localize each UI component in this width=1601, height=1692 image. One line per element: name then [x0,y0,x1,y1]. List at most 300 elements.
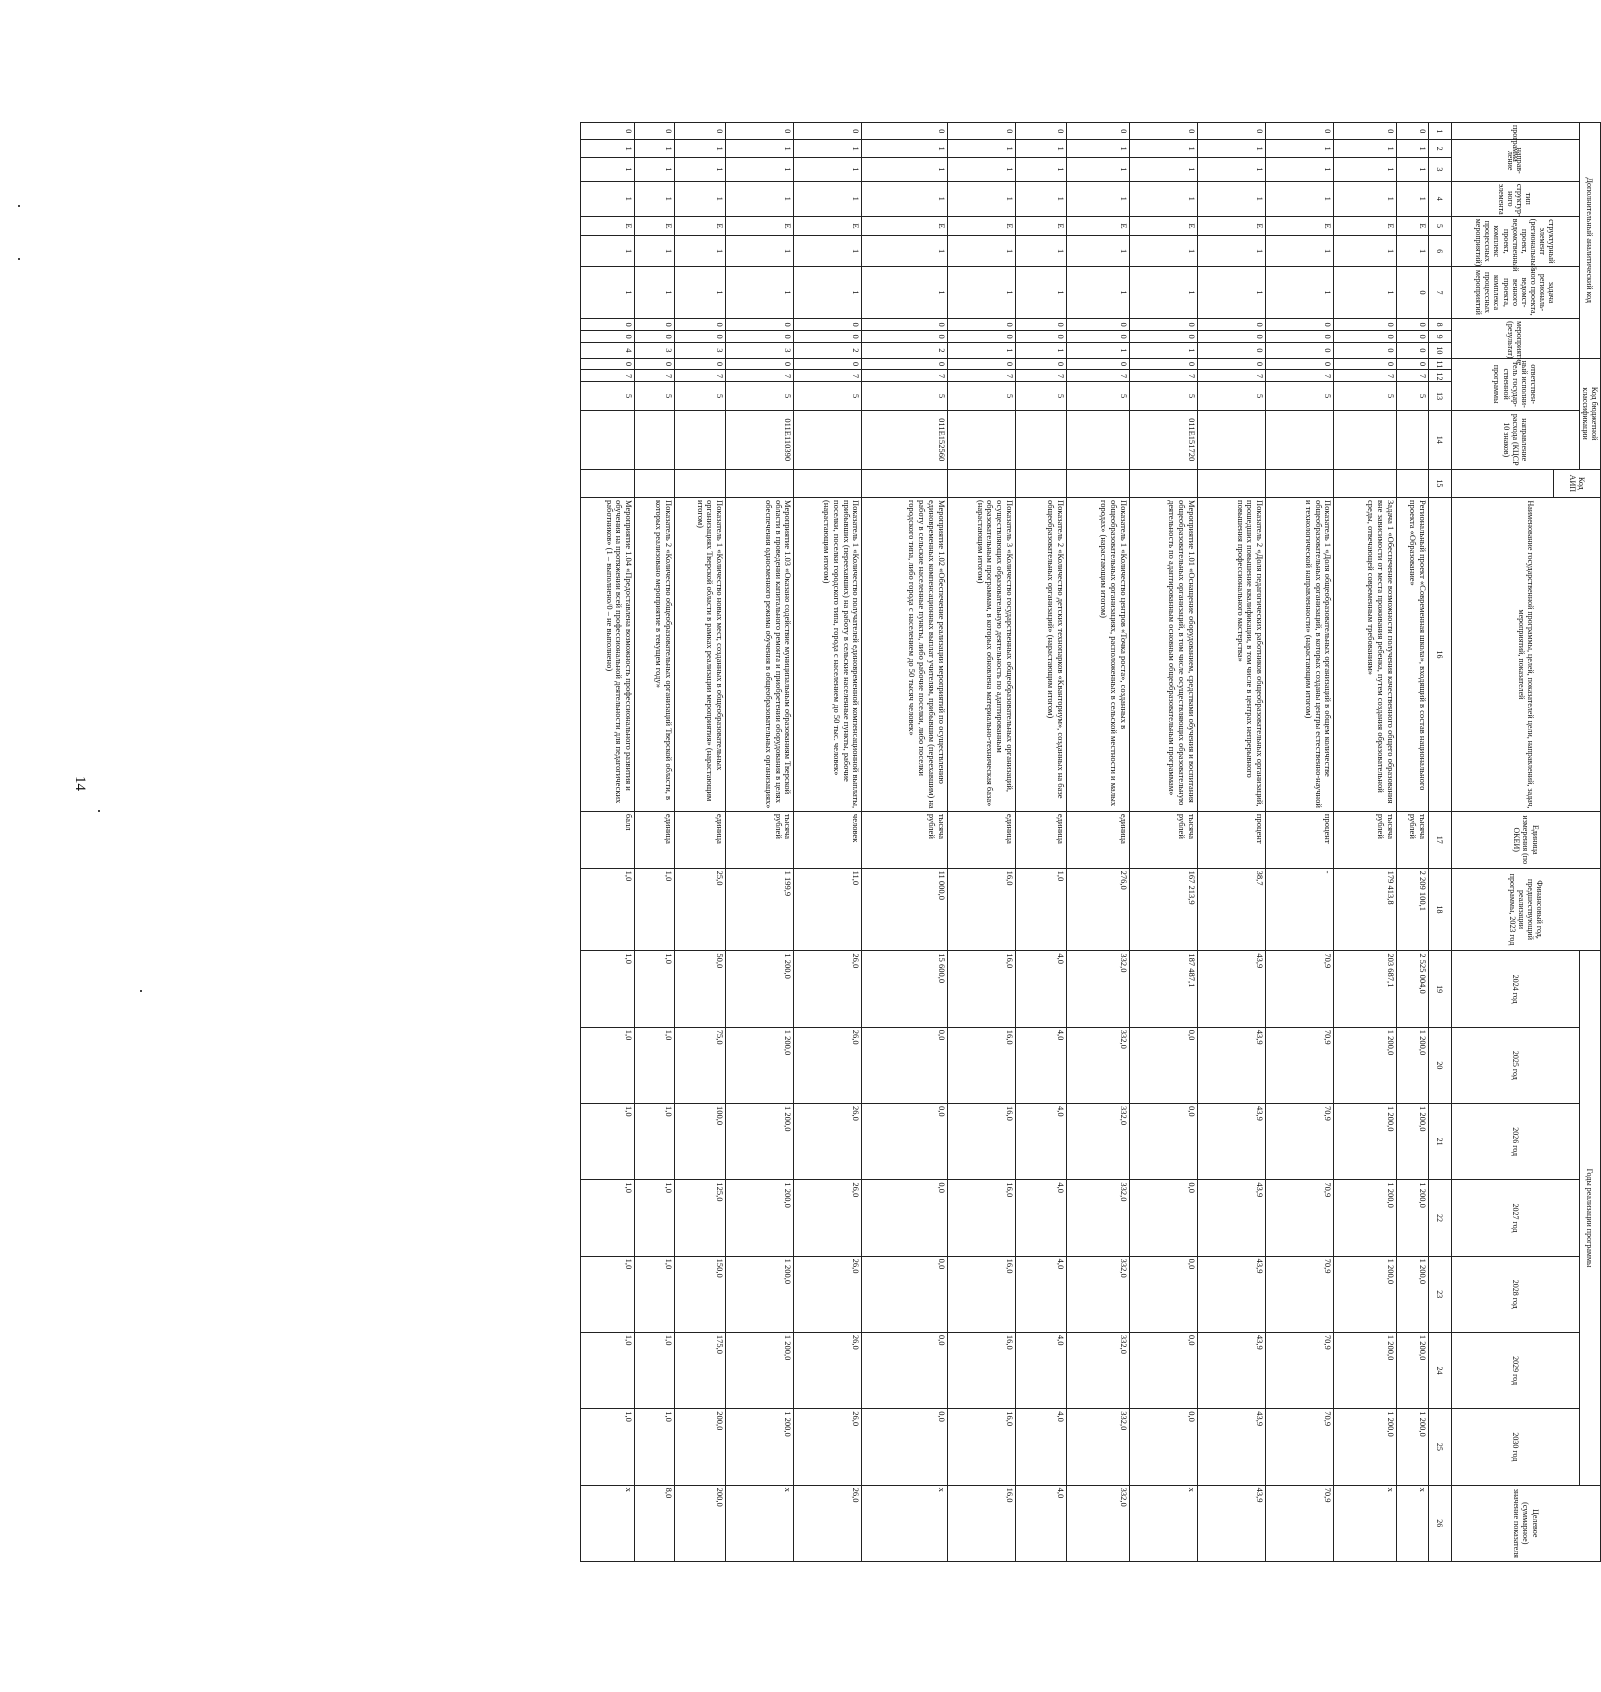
table-row [1197,123,1265,1562]
row-year-value: 0,0 [1129,1104,1197,1180]
row-name: Региональный проект «Современная школа», входящий в состав национального проекта «Образование» [1396,498,1428,812]
code-cell-c11: 0 [1334,358,1397,370]
row-unit: процент [1266,811,1334,868]
code-cell-c6: 1 [794,236,862,267]
code-cell-c7: 1 [862,266,947,318]
code-cell-c2: 1 [635,140,675,157]
column-number: 22 [1428,1180,1451,1256]
code-cell-c2: 1 [581,140,635,157]
code-cell-c13: 5 [1396,382,1428,410]
column-numbers-row [1428,123,1451,1562]
code-cell-c4: 1 [1396,181,1428,216]
row-name: Мероприятие 1.03 «Оказано содействие муниципальным образованиям Тверской области в проведении капитального ремонта и приобретении оборудования в целях обеспечения односменного режима обучения в общеобразовательных организациях» [726,498,794,812]
code-cell-c5: Е [1396,216,1428,236]
code-cell-c4: 1 [581,181,635,216]
code-cell-c11: 0 [862,358,947,370]
code-cell-c13: 5 [1266,382,1334,410]
code-cell-c3: 1 [674,157,725,181]
row-name: Показатель 1 «Количество новых мест, созданных в общеобразовательных организациях Тверской области в рамках реализации мероприятия» (нарастающим итогом) [674,498,725,812]
code-cell-c14 [581,410,635,469]
code-cell-c5: Е [635,216,675,236]
row-year-value: 70,9 [1266,1332,1334,1408]
row-year-value: 1,0 [581,1027,635,1103]
row-year-value: 0,0 [1129,1409,1197,1485]
header-year-2026: 2026 год [1451,1104,1579,1180]
code-cell-c13: 5 [1129,382,1197,410]
code-cell-c8: 0 [947,319,1015,331]
code-cell-c1: 0 [674,123,725,140]
row-name: Показатель 2 «Доля педагогических работников общеобразовательных организаций, прошедших повышение квалификации, в том числе в центрах непрерывного повышения профессионального мастерства» [1197,498,1265,812]
row-year-value: 26,0 [794,1256,862,1332]
code-cell-c12: 7 [674,370,725,382]
row-name: Показатель 1 «Количество получателей единовременной компенсационной выплаты, прибывших (переехавших) на работу в сельские населенные пункты, рабочие поселки, поселки городского типа, города с населением до 50 тыс. человек» (нарастающим итогом) [794,498,862,812]
row-year-value: 16,0 [947,1027,1015,1103]
column-number: 14 [1428,410,1451,469]
table-row [1016,123,1067,1562]
row-year-value: 1 200,0 [1334,1180,1397,1256]
code-cell-c9: 0 [1334,331,1397,343]
row-fin-year-value: 1,0 [581,868,635,951]
code-cell-c15 [635,469,675,497]
code-cell-c3: 1 [794,157,862,181]
code-cell-c1: 0 [635,123,675,140]
header-struct: структурный элемент (региональный проект, ведомственный проект, комплекс процессных мероприятий) [1451,216,1579,266]
row-fin-year-value: 1 199,9 [726,868,794,951]
code-cell-c2: 1 [1016,140,1067,157]
row-year-value: 16,0 [947,1256,1015,1332]
code-cell-c11: 0 [1266,358,1334,370]
code-cell-c1: 0 [1067,123,1130,140]
row-fin-year-value: 11,0 [794,868,862,951]
row-unit: процент [1197,811,1265,868]
code-cell-c12: 7 [1334,370,1397,382]
header-year-2024: 2024 год [1451,951,1579,1027]
code-cell-c12: 7 [1266,370,1334,382]
row-unit: тысяча рублей [1396,811,1428,868]
code-cell-c3: 1 [1266,157,1334,181]
code-cell-c14 [1334,410,1397,469]
code-cell-c10: 0 [1266,343,1334,358]
code-cell-c3: 1 [1197,157,1265,181]
code-cell-c14 [674,410,725,469]
row-year-value: 16,0 [947,951,1015,1027]
code-cell-c11: 0 [1067,358,1130,370]
row-name: Показатель 3 «Количество государственных общеобразовательных организаций, осуществляющих образовательную деятельность по адаптированным образовательным программам, в которых обновлена материально-техническая база» (нарастающим итогом) [947,498,1015,812]
code-cell-c3: 1 [1067,157,1130,181]
row-year-value: 4,0 [1016,1256,1067,1332]
code-cell-c14 [1016,410,1067,469]
row-year-value: 1 200,0 [1396,1027,1428,1103]
code-cell-c2: 1 [1197,140,1265,157]
row-year-value: 1 200,0 [726,951,794,1027]
code-cell-c13: 5 [674,382,725,410]
header-unit: Единица измерения (по ОКЕИ) [1451,811,1600,868]
row-year-value: 1 200,0 [1334,1256,1397,1332]
code-cell-c10: 1 [1067,343,1130,358]
code-cell-c7: 1 [1197,266,1265,318]
row-year-value: 1,0 [635,1104,675,1180]
row-year-value: 1,0 [635,1027,675,1103]
code-cell-c6: 1 [581,236,635,267]
table-row [1266,123,1334,1562]
row-final-value: 70,9 [1266,1485,1334,1561]
row-year-value: 1 200,0 [1334,1409,1397,1485]
header-meropr: мероприятие (результат) [1451,319,1579,358]
code-cell-c3: 1 [1334,157,1397,181]
row-year-value: 4,0 [1016,1180,1067,1256]
code-cell-c7: 0 [1396,266,1428,318]
row-final-value: 8,0 [635,1485,675,1561]
code-cell-c10: 4 [581,343,635,358]
table-row [1129,123,1197,1562]
row-final-value: 332,0 [1067,1485,1130,1561]
code-cell-c15 [581,469,635,497]
row-name: Мероприятие 1.02 «Обеспечение реализации мероприятий по осуществлению единовременных компенсационных выплат учителям, прибывшим (переехавшим) на работу в сельские населенные пункты, либо рабочие поселки, либо поселки городского типа, либо города с населением до 50 тысяч человек» [862,498,947,812]
header-year-2027: 2027 год [1451,1180,1579,1256]
program-indicators-table [580,122,1601,1562]
row-fin-year-value: 16,0 [947,868,1015,951]
header-name: Наименование государственной программы, целей, показателей цели, направлений, задач, мероприятий, показателей [1451,498,1600,812]
code-cell-c10: 0 [1334,343,1397,358]
column-number: 18 [1428,868,1451,951]
row-fin-year-value: 1,0 [635,868,675,951]
code-cell-c7: 1 [726,266,794,318]
row-name: Мероприятие 1.04 «Предоставлена возможность профессионального развития и обучения на протяжении всей профессиональной деятельности для педагогических работников» (1 – выполнено/0 – не выполнено) [581,498,635,812]
code-cell-c1: 0 [1334,123,1397,140]
row-year-value: 43,9 [1197,1332,1265,1408]
code-cell-c4: 1 [794,181,862,216]
code-cell-c10: 0 [1396,343,1428,358]
code-cell-c1: 0 [726,123,794,140]
code-cell-c6: 1 [1129,236,1197,267]
row-year-value: 75,0 [674,1027,725,1103]
row-fin-year-value: - [1266,868,1334,951]
code-cell-c14 [947,410,1015,469]
code-cell-c10: 2 [794,343,862,358]
code-cell-c13: 5 [1197,382,1265,410]
code-cell-c3: 1 [862,157,947,181]
code-cell-c7: 1 [674,266,725,318]
code-cell-c5: Е [1067,216,1130,236]
header-napravlenie: направ-ление [1451,140,1579,181]
row-year-value: 70,9 [1266,951,1334,1027]
row-final-value: х [581,1485,635,1561]
row-year-value: 43,9 [1197,1104,1265,1180]
row-year-value: 100,0 [674,1104,725,1180]
row-year-value: 1,0 [635,1256,675,1332]
code-cell-c1: 0 [1197,123,1265,140]
code-cell-c10: 3 [635,343,675,358]
row-year-value: 1,0 [635,1180,675,1256]
code-cell-c7: 1 [794,266,862,318]
code-cell-c14 [1067,410,1130,469]
row-year-value: 70,9 [1266,1104,1334,1180]
header-year-2029: 2029 год [1451,1332,1579,1408]
code-cell-c9: 0 [1396,331,1428,343]
row-final-value: х [862,1485,947,1561]
table-row [635,123,675,1562]
code-cell-c8: 0 [1067,319,1130,331]
row-year-value: 1,0 [635,1409,675,1485]
row-unit: тысяча рублей [726,811,794,868]
code-cell-c3: 1 [1129,157,1197,181]
row-year-value: 1 200,0 [1396,1256,1428,1332]
code-cell-c12: 7 [794,370,862,382]
code-cell-c6: 1 [1197,236,1265,267]
code-cell-c5: Е [1334,216,1397,236]
code-cell-c14: 011Е151720 [1129,410,1197,469]
code-cell-c15 [1129,469,1197,497]
row-unit: единица [1067,811,1130,868]
code-cell-c4: 1 [635,181,675,216]
code-cell-c15 [794,469,862,497]
code-cell-c7: 1 [1129,266,1197,318]
code-cell-c15 [726,469,794,497]
header-kbk: Код бюджетной классификации [1579,358,1600,469]
code-cell-c1: 0 [794,123,862,140]
table-row [947,123,1015,1562]
scan-mark [18,205,20,207]
row-year-value: 1 200,0 [1334,1104,1397,1180]
row-year-value: 4,0 [1016,1332,1067,1408]
row-year-value: 0,0 [862,1332,947,1408]
header-year-2028: 2028 год [1451,1256,1579,1332]
code-cell-c8: 0 [1129,319,1197,331]
row-fin-year-value: 11 000,0 [862,868,947,951]
row-year-value: 1,0 [581,1180,635,1256]
row-year-value: 26,0 [794,1332,862,1408]
column-number: 15 [1428,469,1451,497]
code-cell-c6: 1 [635,236,675,267]
table-row [726,123,794,1562]
code-cell-c12: 7 [862,370,947,382]
code-cell-c9: 0 [581,331,635,343]
row-year-value: 332,0 [1067,1104,1130,1180]
row-year-value: 332,0 [1067,951,1130,1027]
code-cell-c9: 0 [635,331,675,343]
header-years-group: Годы реализации программы [1579,951,1600,1485]
scan-mark [140,990,142,992]
code-cell-c4: 1 [1129,181,1197,216]
row-year-value: 26,0 [794,1409,862,1485]
code-cell-c9: 0 [862,331,947,343]
row-fin-year-value: 179 413,8 [1334,868,1397,951]
row-year-value: 187 487,1 [1129,951,1197,1027]
row-year-value: 1,0 [581,1104,635,1180]
code-cell-c11: 0 [1016,358,1067,370]
header-ispolnitel: ответствен-ный исполни-тель государ-ственной программы [1451,358,1579,410]
row-year-value: 1 200,0 [726,1256,794,1332]
row-year-value: 0,0 [862,1180,947,1256]
table-row [1334,123,1397,1562]
code-cell-c14 [1396,410,1428,469]
row-unit: единица [635,811,675,868]
row-year-value: 16,0 [947,1180,1015,1256]
code-cell-c5: Е [1197,216,1265,236]
row-year-value: 16,0 [947,1104,1015,1180]
code-cell-c7: 1 [1266,266,1334,318]
code-cell-c1: 0 [1396,123,1428,140]
row-year-value: 0,0 [1129,1027,1197,1103]
code-cell-c4: 1 [1016,181,1067,216]
code-cell-c15 [1334,469,1397,497]
row-year-value: 26,0 [794,1104,862,1180]
code-cell-c11: 0 [1197,358,1265,370]
code-cell-c11: 0 [947,358,1015,370]
page-number: 14 [72,776,88,791]
code-cell-c9: 0 [1067,331,1130,343]
row-name: Показатель 2 «Количество общеобразовательных организаций Тверской области, в которых реализовано мероприятие в текущем году» [635,498,675,812]
row-year-value: 125,0 [674,1180,725,1256]
row-year-value: 1 200,0 [1396,1409,1428,1485]
code-cell-c12: 7 [726,370,794,382]
code-cell-c4: 1 [726,181,794,216]
code-cell-c7: 1 [635,266,675,318]
header-year-2025: 2025 год [1451,1027,1579,1103]
code-cell-c12: 7 [1197,370,1265,382]
row-year-value: 332,0 [1067,1027,1130,1103]
code-cell-c2: 1 [794,140,862,157]
row-year-value: 70,9 [1266,1256,1334,1332]
code-cell-c9: 0 [794,331,862,343]
code-cell-c6: 1 [1334,236,1397,267]
row-year-value: 2 525 004,0 [1396,951,1428,1027]
code-cell-c8: 0 [1266,319,1334,331]
row-fin-year-value: 1,0 [1016,868,1067,951]
row-year-value: 1 200,0 [1396,1104,1428,1180]
code-cell-c2: 1 [1067,140,1130,157]
code-cell-c15 [1396,469,1428,497]
code-cell-c4: 1 [1266,181,1334,216]
row-final-value: х [1129,1485,1197,1561]
code-cell-c5: Е [1016,216,1067,236]
code-cell-c10: 1 [1129,343,1197,358]
row-year-value: 200,0 [674,1409,725,1485]
scan-mark [18,258,20,260]
code-cell-c5: Е [794,216,862,236]
row-year-value: 43,9 [1197,1256,1265,1332]
row-year-value: 0,0 [862,1409,947,1485]
row-year-value: 50,0 [674,951,725,1027]
code-cell-c5: Е [726,216,794,236]
table-row [581,123,635,1562]
code-cell-c2: 1 [674,140,725,157]
row-year-value: 0,0 [1129,1180,1197,1256]
code-cell-c13: 5 [794,382,862,410]
row-year-value: 0,0 [862,1104,947,1180]
code-cell-c7: 1 [1016,266,1067,318]
row-year-value: 16,0 [947,1332,1015,1408]
code-cell-c9: 0 [1016,331,1067,343]
code-cell-c2: 1 [862,140,947,157]
code-cell-c5: Е [1129,216,1197,236]
code-cell-c9: 0 [947,331,1015,343]
code-cell-c12: 7 [1016,370,1067,382]
code-cell-c14 [1197,410,1265,469]
row-year-value: 332,0 [1067,1256,1130,1332]
row-name: Мероприятие 1.01 «Оснащение оборудованием, средствами обучения и воспитания общеобразовательных организаций, в том числе осуществляющих образовательную деятельность по адаптированным основным общеобразовательным программам» [1129,498,1197,812]
row-fin-year-value: 167 213,9 [1129,868,1197,951]
row-year-value: 43,9 [1197,1409,1265,1485]
code-cell-c12: 7 [581,370,635,382]
column-number: 19 [1428,951,1451,1027]
row-fin-year-value: 2 209 100,1 [1396,868,1428,951]
code-cell-c6: 1 [1067,236,1130,267]
row-year-value: 43,9 [1197,1180,1265,1256]
code-cell-c15 [947,469,1015,497]
column-number: 17 [1428,811,1451,868]
row-year-value: 26,0 [794,1027,862,1103]
code-cell-c5: Е [862,216,947,236]
code-cell-c6: 1 [1016,236,1067,267]
header-aip-empty [1451,469,1553,497]
code-cell-c15 [1016,469,1067,497]
code-cell-c13: 5 [1016,382,1067,410]
column-number: 11 [1428,358,1451,370]
row-year-value: 70,9 [1266,1180,1334,1256]
code-cell-c8: 0 [794,319,862,331]
header-fin-year: Финансовый год, предшествующий реализации программы, 2023 год [1451,868,1600,951]
header-year-2030: 2030 год [1451,1409,1579,1485]
code-cell-c2: 1 [1396,140,1428,157]
code-cell-c10: 0 [1197,343,1265,358]
code-cell-c10: 3 [726,343,794,358]
header-kod-aip: Код АИП [1553,469,1600,497]
code-cell-c9: 0 [1266,331,1334,343]
rotated-table-wrapper [580,122,1601,1562]
row-year-value: 4,0 [1016,1027,1067,1103]
code-cell-c4: 1 [1067,181,1130,216]
column-number: 16 [1428,498,1451,812]
row-year-value: 332,0 [1067,1409,1130,1485]
code-cell-c10: 2 [862,343,947,358]
code-cell-c9: 0 [1129,331,1197,343]
code-cell-c3: 1 [947,157,1015,181]
code-cell-c6: 1 [947,236,1015,267]
column-number: 5 [1428,216,1451,236]
row-year-value: 26,0 [794,1180,862,1256]
code-cell-c11: 0 [726,358,794,370]
code-cell-c15 [1266,469,1334,497]
column-number: 1 [1428,123,1451,140]
row-final-value: х [1396,1485,1428,1561]
row-year-value: 150,0 [674,1256,725,1332]
row-year-value: 1,0 [581,1332,635,1408]
row-year-value: 70,9 [1266,1409,1334,1485]
header-zadacha: задача региональ-ного проекта, ведомст-венного проекта, комплекса процессных мероприятий [1451,266,1579,318]
row-year-value: 1,0 [635,1332,675,1408]
column-number: 10 [1428,343,1451,358]
code-cell-c8: 0 [581,319,635,331]
code-cell-c10: 1 [947,343,1015,358]
code-cell-c14 [1266,410,1334,469]
code-cell-c11: 0 [1396,358,1428,370]
row-year-value: 1 200,0 [1334,1332,1397,1408]
table-row [862,123,947,1562]
row-year-value: 203 687,1 [1334,951,1397,1027]
row-final-value: 26,0 [794,1485,862,1561]
row-unit: тысяча рублей [1334,811,1397,868]
row-final-value: 4,0 [1016,1485,1067,1561]
row-unit: человек [794,811,862,868]
code-cell-c10: 3 [674,343,725,358]
code-cell-c13: 5 [1334,382,1397,410]
row-year-value: 26,0 [794,951,862,1027]
code-cell-c8: 0 [674,319,725,331]
code-cell-c15 [862,469,947,497]
row-year-value: 4,0 [1016,951,1067,1027]
row-year-value: 1,0 [581,1256,635,1332]
